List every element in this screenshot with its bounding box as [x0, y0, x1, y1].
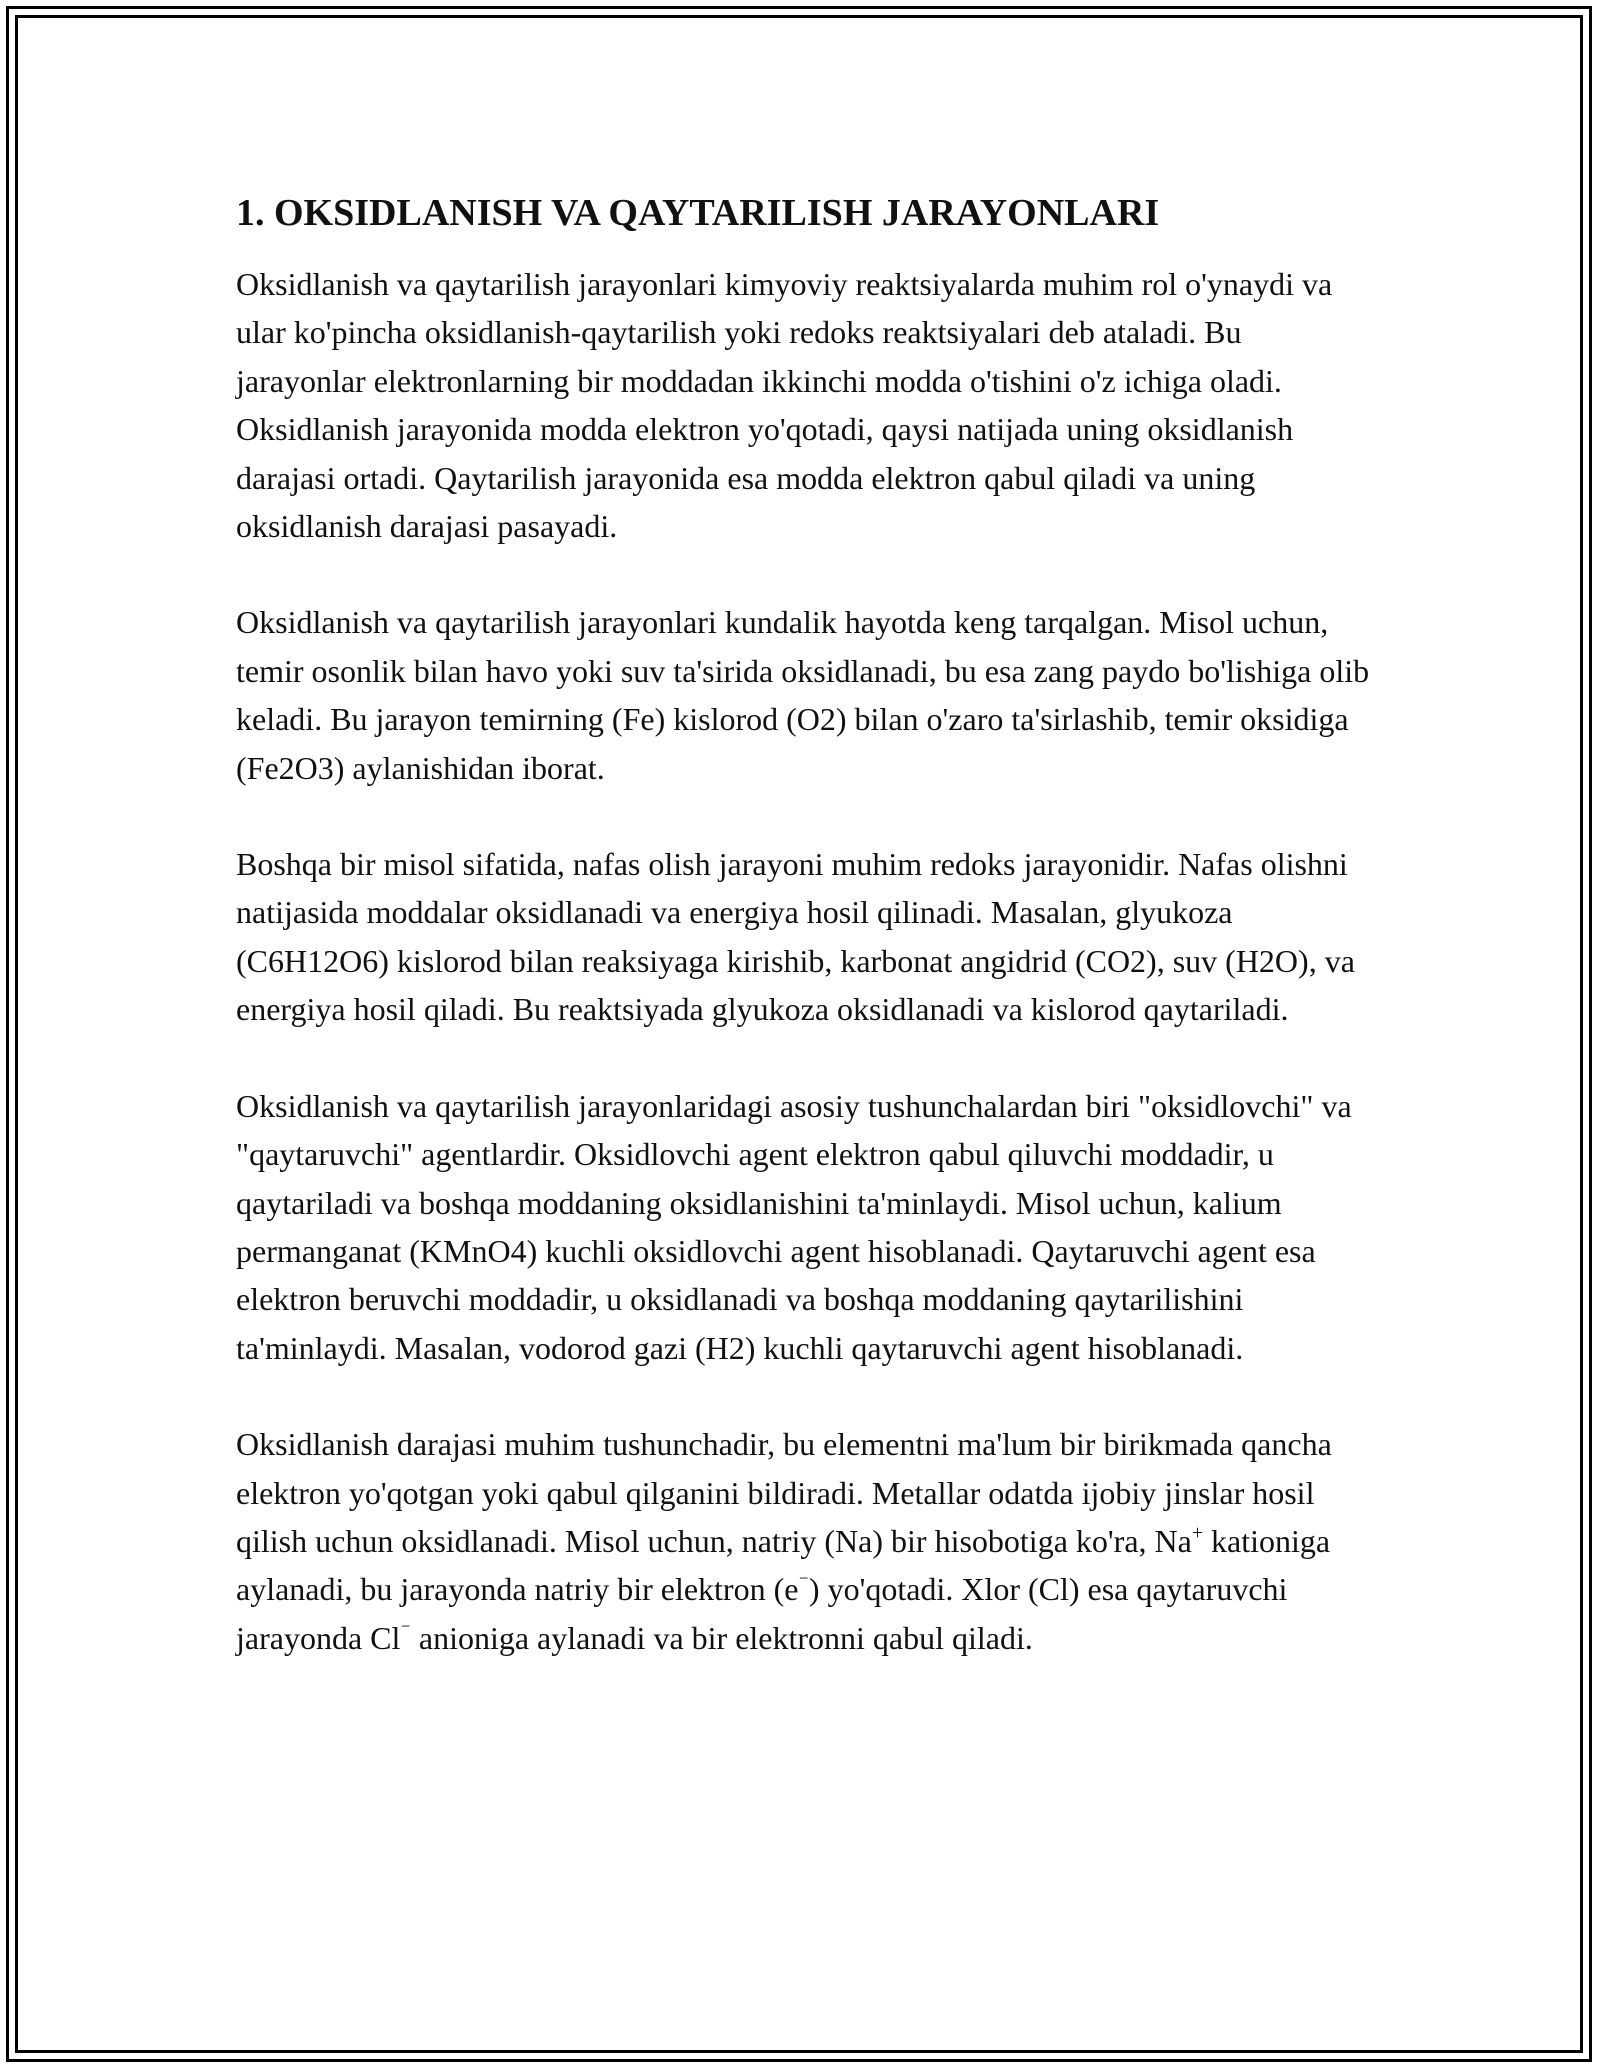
document-title: 1. OKSIDLANISH VA QAYTARILISH JARAYONLARI: [236, 192, 1160, 234]
paragraph-3: Boshqa bir misol sifatida, nafas olish jarayoni muhim redoks jarayonidir. Nafas olishni natijasida moddalar oksidlanadi va energiya hosil qilinadi. Masalan, glyukoza (C6H12O6) kislorod bilan reaksiyaga kirishib, karbonat angidrid (CO2), suv (H2O), va energiya hosil qiladi. Bu reaktsiyada glyukoza oksidlanadi va kislorod qaytariladi.: [236, 846, 1355, 1028]
paragraph-5: [236, 1420, 1376, 1662]
paragraph-4: Oksidlanish va qaytarilish jarayonlaridagi asosiy tushunchalardan biri "oksidlovchi" va "qaytaruvchi" agentlardir. Oksidlovchi agent elektron qabul qiluvchi moddadir, u qaytariladi va boshqa moddaning oksidlanishini ta'minlaydi. Misol uchun, kalium permanganat (KMnO4) kuchli oksidlovchi agent hisoblanadi. Qaytaruvchi agent esa elektron beruvchi moddadir, u oksidlanadi va boshqa moddaning qaytarilishini ta'minlaydi. Masalan, vodorod gazi (H2) kuchli qaytaruvchi agent hisoblanadi.: [236, 1087, 1352, 1366]
paragraph-5-text-1: Oksidlanish darajasi muhim tushunchadir, bu elementni ma'lum bir birikmada qancha elektron yo'qotgan yoki qabul qilganini bildiradi. Metallar odatda ijobiy jinslar hosil qilish uchun oksidlanadi. Misol uchun, natriy (Na) bir hisobotiga ko'ra, Na: [236, 1426, 1332, 1559]
paragraph-5-text-4: anioniga aylanadi va bir elektronni qabul qiladi.: [410, 1619, 1033, 1656]
superscript-minus-chloride: ⁻: [400, 1619, 411, 1642]
paragraph-1: Oksidlanish va qaytarilish jarayonlari kimyoviy reaktsiyalarda muhim rol o'ynaydi va ular ko'pincha oksidlanish-qaytarilish yoki redoks reaktsiyalari deb ataladi. Bu jarayonlar elektronlarning bir moddadan ikkinchi modda o'tishini o'z ichiga oladi. Oksidlanish jarayonida modda elektron yo'qotadi, qaysi natijada uning oksidlanish darajasi ortadi. Qaytarilish jarayonida esa modda elektron qabul qiladi va uning oksidlanish darajasi pasayadi.: [236, 266, 1333, 545]
paragraph-2: Oksidlanish va qaytarilish jarayonlari kundalik hayotda keng tarqalgan. Misol uchun, temir osonlik bilan havo yoki suv ta'sirida oksidlanadi, bu esa zang paydo bo'lishiga olib keladi. Bu jarayon temirning (Fe) kislorod (O2) bilan o'zaro ta'sirlashib, temir oksidiga (Fe2O3) aylanishidan iborat.: [236, 604, 1370, 786]
superscript-plus: +: [1191, 1522, 1204, 1545]
superscript-minus-electron: ⁻: [798, 1570, 809, 1593]
paragraph-5-text-3: ) yo'qotadi. Xlor (Cl) esa qaytaruvchi jarayonda Cl: [236, 1571, 1288, 1656]
paragraph-5-text-2: kationiga aylanadi, bu jarayonda natriy bir elektron (e: [236, 1522, 1331, 1608]
document-body: [236, 186, 1376, 1710]
